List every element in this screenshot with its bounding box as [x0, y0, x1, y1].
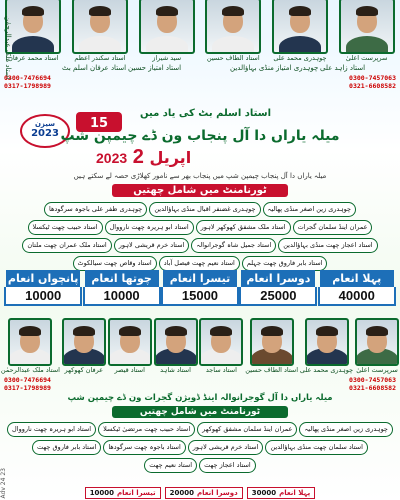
top-caption-1: استاد ملک عبدالرحمٰن — [4, 16, 12, 80]
event-date-year: 2023 — [96, 150, 128, 166]
person-name: استاد محمد عرفان — [8, 54, 59, 62]
person-hair — [356, 6, 378, 16]
person-body — [12, 36, 54, 54]
person-photo — [62, 318, 106, 366]
person-photo — [339, 0, 395, 54]
person-photo — [355, 318, 399, 366]
prize-box — [320, 270, 394, 306]
top-caption-4: چوہدری امتیاز منڈی بہاؤالدین — [230, 64, 319, 72]
top-person — [272, 0, 328, 62]
person-hair — [261, 326, 283, 336]
top-person — [339, 0, 395, 62]
person-hair — [119, 326, 141, 336]
event-date — [96, 146, 191, 169]
top-person — [205, 0, 261, 62]
prize-title: چوتھا انعام — [85, 270, 159, 287]
team-pill: استاد نعیم چھت — [144, 458, 197, 473]
phone-number: 0321-6608582 — [349, 384, 396, 392]
person-photo — [205, 0, 261, 54]
person-name: استاد ساجد — [205, 366, 237, 374]
team-pill: چوہدری غضنفر اقبال منڈی بہاؤالدین — [149, 202, 260, 217]
person-hair — [165, 326, 187, 336]
person-body — [279, 36, 321, 54]
person-body — [146, 36, 188, 54]
phone-number: 0317-1798989 — [4, 384, 51, 392]
bottom-prize-amount: 20000 — [169, 489, 194, 497]
bottom-prize — [85, 487, 161, 499]
team-pill: استاد ابو ہریرہ چھت نارووال — [105, 220, 194, 235]
team-pill: استاد ملک عمران چھت ملتان — [22, 238, 111, 253]
top-person — [139, 0, 195, 62]
phone-number: 0321-6608582 — [349, 82, 396, 90]
person-name: چوہدری محمد علی — [273, 54, 327, 62]
side-tag: Adv 24 23 — [0, 467, 7, 498]
person-hair — [210, 326, 232, 336]
prize-box — [6, 270, 80, 306]
team-pill: استاد ابو ہریرہ چھت نارووال — [7, 422, 96, 437]
person-photo — [250, 318, 294, 366]
season-year: 2023 — [31, 128, 59, 139]
bottom-tournament-header: ٹورنامنٹ میں شامل چھتیں — [112, 406, 288, 418]
person-photo — [154, 318, 198, 366]
top-caption-2: استاد عرفان اسلم بٹ — [62, 64, 127, 72]
phone-number: 0317-1798989 — [4, 82, 51, 90]
person-hair — [366, 326, 388, 336]
tournament-header: ٹورنامنٹ میں شامل چھتیں — [112, 184, 288, 197]
top-phones-right — [349, 74, 396, 90]
team-pill: استاد نعیم چھت فیصل آباد — [159, 256, 240, 271]
bottom-person — [199, 318, 243, 374]
person-photo — [8, 318, 52, 366]
person-body — [346, 36, 388, 54]
bottom-prizes-row — [0, 480, 400, 499]
team-pill: استاد خرم قریشی لاہور — [114, 238, 190, 253]
prize-amount: 25000 — [239, 287, 317, 306]
prize-box — [241, 270, 315, 306]
person-name: استاد الطاف حسین — [245, 366, 299, 374]
team-pill: استاد جمیل شاہ گوجرانوالہ — [191, 238, 276, 253]
bottom-prize — [247, 487, 316, 499]
person-photo — [272, 0, 328, 54]
person-hair — [22, 6, 44, 16]
team-pill: استاد خرم قریشی لاہور — [188, 440, 264, 455]
team-pill: استاد اعجاز چھت — [199, 458, 256, 473]
season-label: سیزن — [34, 120, 56, 128]
team-pill: استاد اعجاز چھت منڈی بہاؤالدین — [278, 238, 377, 253]
bottom-prize-title: پہلا انعام — [279, 489, 311, 497]
prize-box — [163, 270, 237, 306]
bottom-phones-right — [349, 376, 396, 392]
person-body — [79, 36, 121, 54]
prize-amount: 15000 — [161, 287, 239, 306]
person-name: استاد الطاف حسین — [206, 54, 260, 62]
bottom-prize-title: دوسرا انعام — [196, 489, 238, 497]
top-caption-5: استاد زاہد علی — [320, 64, 366, 72]
prizes-row — [0, 270, 400, 306]
top-phones-left — [4, 74, 51, 90]
person-name: سرپرست اعلیٰ — [356, 366, 398, 374]
person-name: عرفان کھوکھر — [64, 366, 104, 374]
team-pill: استاد ملک مشفق کھوکھر لاہور — [196, 220, 291, 235]
team-pill: استاد حبیب چھت مرتضیٰ ٹیکسلا — [98, 422, 195, 437]
top-photo-row — [0, 4, 400, 62]
bottom-person — [108, 318, 152, 374]
person-hair — [222, 6, 244, 16]
bottom-person — [245, 318, 298, 374]
bottom-prize — [165, 487, 243, 499]
person-hair — [73, 326, 95, 336]
bottom-title: میلہ یاراں دا آل گوجرانوالہ اینڈ ڈویژن گجرات ون ڈے چیمپن شپ — [67, 393, 333, 403]
person-hair — [156, 6, 178, 16]
person-photo — [305, 318, 349, 366]
team-pill: استاد وقاص چھت سیالکوٹ — [73, 256, 157, 271]
prize-amount: 10000 — [4, 287, 82, 306]
prize-title: دوسرا انعام — [241, 270, 315, 287]
phone-number: 0300-7476694 — [4, 376, 51, 384]
team-pill: استاد باجوہ چھت سرگودھا — [103, 440, 185, 455]
phone-number: 0300-7457063 — [349, 376, 396, 384]
bottom-person — [154, 318, 198, 374]
person-name: استاد قیصر — [114, 366, 145, 374]
top-caption-3: استاد امتیاز حسین — [128, 64, 182, 72]
person-body — [212, 36, 254, 54]
team-pill: عمران اینڈ سلمان مشفق کھوکھر — [197, 422, 297, 437]
person-name: استاد سکندر اعظم — [74, 54, 126, 62]
prize-title: پانچواں انعام — [7, 272, 79, 285]
date-badge-day: 15 — [89, 116, 109, 131]
person-name: سید شیراز — [152, 54, 182, 62]
teams-list-a — [6, 200, 394, 272]
team-pill: استاد بابر فاروق چھت جہلم — [242, 256, 328, 271]
memorial-text: استاد اسلم بٹ کی یاد میں — [140, 108, 272, 119]
team-pill: استاد بابر فاروق چھت — [32, 440, 101, 455]
top-person — [72, 0, 128, 62]
person-name: استاد شاہد — [160, 366, 191, 374]
prize-title: تیسرا انعام — [163, 270, 237, 287]
prize-title: پہلا انعام — [320, 270, 394, 287]
team-pill: استاد سلمان چھت منڈی بہاؤالدین — [265, 440, 368, 455]
phone-number: 0300-7457063 — [349, 74, 396, 82]
bottom-person — [355, 318, 399, 374]
team-pill: چوہدری ظفر علی باجوہ سرگودھا — [44, 202, 147, 217]
teams-list-b — [6, 420, 394, 474]
person-hair — [89, 6, 111, 16]
person-hair — [316, 326, 338, 336]
bottom-photo-row — [0, 318, 400, 374]
subtitle: میلہ یاراں دا آل پنجاب چیمپن شپ میں پنجاب بھر سے نامور کھلاڑی حصہ لے سکتے ہیں — [73, 172, 327, 180]
prize-amount: 40000 — [318, 287, 396, 306]
person-photo — [199, 318, 243, 366]
person-photo — [139, 0, 195, 54]
bottom-person — [1, 318, 60, 374]
person-name: سرپرست اعلیٰ — [345, 54, 388, 62]
team-pill: چوہدری زین اصغر منڈی پھالیہ — [299, 422, 393, 437]
event-title: میلہ یاراں دا آل پنجاب ون ڈے چیمپن شپ — [60, 128, 340, 144]
event-date-month: اپریل — [149, 148, 192, 167]
person-photo — [108, 318, 152, 366]
bottom-prize-amount: 10000 — [89, 489, 115, 497]
team-pill: چوہدری زین اصغر منڈی پھالیہ — [263, 202, 357, 217]
person-photo — [72, 0, 128, 54]
bottom-prize-title: تیسرا انعام — [117, 489, 156, 497]
person-hair — [19, 326, 41, 336]
phone-number: 0300-7476694 — [4, 74, 51, 82]
bottom-prize-amount: 30000 — [251, 489, 277, 497]
person-hair — [289, 6, 311, 16]
event-date-day: 2 — [132, 146, 144, 168]
bottom-person — [300, 318, 353, 374]
person-name: استاد ملک عبدالرحمٰن — [0, 366, 60, 374]
prize-amount: 10000 — [83, 287, 161, 306]
person-photo — [5, 0, 61, 54]
team-pill: استاد حبیب چھت ٹیکسلا — [28, 220, 103, 235]
top-person — [5, 0, 61, 62]
bottom-person — [62, 318, 106, 374]
prize-box — [85, 270, 159, 306]
date-badge-month: رمضان — [87, 143, 111, 151]
bottom-phones-left — [4, 376, 51, 392]
team-pill: عمران اینڈ سلمان گجرات — [293, 220, 373, 235]
person-name: چوہدری محمد علی — [299, 366, 354, 374]
